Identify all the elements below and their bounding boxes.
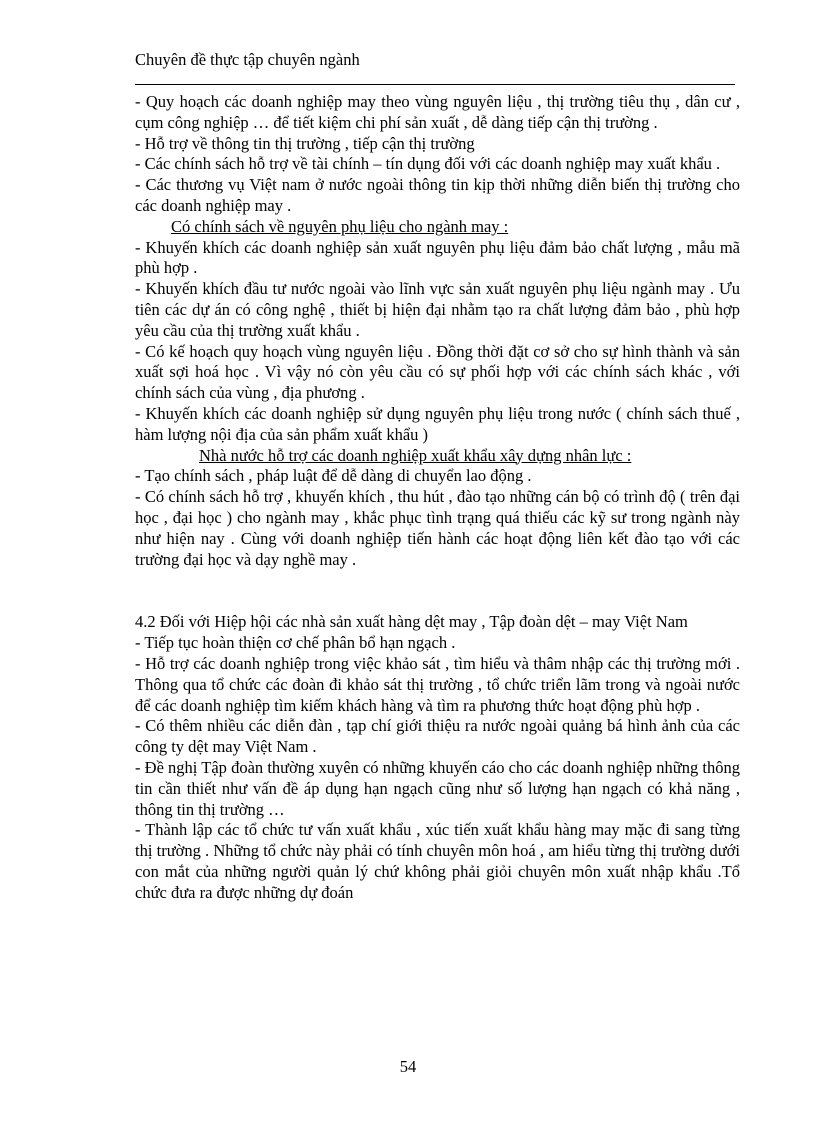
paragraph: - Thành lập các tổ chức tư vấn xuất khẩu , xúc tiến xuất khẩu hàng may mặc đi sang từng thị trường . Những tổ chức này phải có tính chuyên môn hoá , am hiểu từng thị trường dưới con mắt của những người quản lý chứ không phải giỏi chuyên môn xuất nhập khẩu .Tổ chức đưa ra được những dự đoán [135,820,740,902]
paragraph: - Quy hoạch các doanh nghiệp may theo vùng nguyên liệu , thị trường tiêu thụ , dân cư , cụm công nghiệp … để tiết kiệm chi phí sản xuất , dễ dàng tiếp cận thị trường . [135,92,740,132]
subheading-materials: Có chính sách về nguyên phụ liệu cho ngành may : [171,216,509,236]
paragraph: - Có chính sách hỗ trợ , khuyến khích , thu hút , đào tạo những cán bộ có trình độ ( trên đại học , đại học ) cho ngành may , khắc phục tình trạng quá thiếu các kỹ sư trong ngành này như hiện nay . Cùng với doanh nghiệp tiến hành các hoạt động liên kết đào tạo với các trường đại học và dạy nghề may . [135,487,740,569]
page-header: Chuyên đề thực tập chuyên ngành [135,50,360,69]
paragraph: - Khuyến khích các doanh nghiệp sản xuất nguyên phụ liệu đảm bảo chất lượng , mẫu mã phù hợp . [135,237,740,278]
subheading-human-resources: Nhà nước hỗ trợ các doanh nghiệp xuất khẩu xây dựng nhân lực : [199,445,632,465]
paragraph: - Các thương vụ Việt nam ở nước ngoài thông tin kịp thời những diễn biến thị trường cho các doanh nghiệp may . [135,175,740,215]
paragraph: - Tạo chính sách , pháp luật để dễ dàng di chuyển lao động . [135,466,532,486]
paragraph: - Các chính sách hỗ trợ về tài chính – tín dụng đối với các doanh nghiệp may xuất khẩu . [135,154,721,174]
header-divider [135,84,735,85]
document-body [135,92,740,903]
paragraph: - Có kế hoạch quy hoạch vùng nguyên liệu . Đồng thời đặt cơ sở cho sự hình thành và sản xuất sợi hoá học . Vì vậy nó còn yêu cầu có sự phối hợp với các chính sách khác , với chính sách của vùng , địa phương . [135,341,740,403]
paragraph: - Tiếp tục hoàn thiện cơ chế phân bổ hạn ngạch . [135,633,456,653]
paragraph: - Hỗ trợ các doanh nghiệp trong việc khảo sát , tìm hiểu và thâm nhập các thị trường mới . Thông qua tổ chức các đoàn đi khảo sát thị trường , tổ chức triển lãm trong và ngoài nước để các doanh nghiệp tìm kiếm khách hàng và tìm ra phương thức hoạt động phù hợp . [135,653,740,715]
paragraph: - Đề nghị Tập đoàn thường xuyên có những khuyến cáo cho các doanh nghiệp những thông tin cần thiết như vấn đề áp dụng hạn ngạch cũng như số lượng hạn ngạch có khả năng , thông tin thị trường … [135,757,740,819]
paragraph: - Khuyến khích các doanh nghiệp sử dụng nguyên phụ liệu trong nước ( chính sách thuế , hàm lượng nội địa của sản phẩm xuất khẩu ) [135,403,740,444]
spacer [135,570,740,612]
paragraph: - Có thêm nhiều các diễn đàn , tạp chí giới thiệu ra nước ngoài quảng bá hình ảnh của các công ty dệt may Việt Nam . [135,716,740,757]
paragraph: - Khuyến khích đầu tư nước ngoài vào lĩnh vực sản xuất nguyên phụ liệu ngành may . Ưu tiên các dự án có công nghệ , thiết bị hiện đại nhằm tạo ra chất lượng đảm bảo , phù hợp yêu cầu của thị trường xuất khẩu . [135,279,740,340]
paragraph: - Hỗ trợ về thông tin thị trường , tiếp cận thị trường [135,133,475,153]
section-heading-4-2: 4.2 Đối với Hiệp hội các nhà sản xuất hàng dệt may , Tập đoàn dệt – may Việt Nam [135,612,688,632]
page-number: 54 [399,1057,417,1076]
